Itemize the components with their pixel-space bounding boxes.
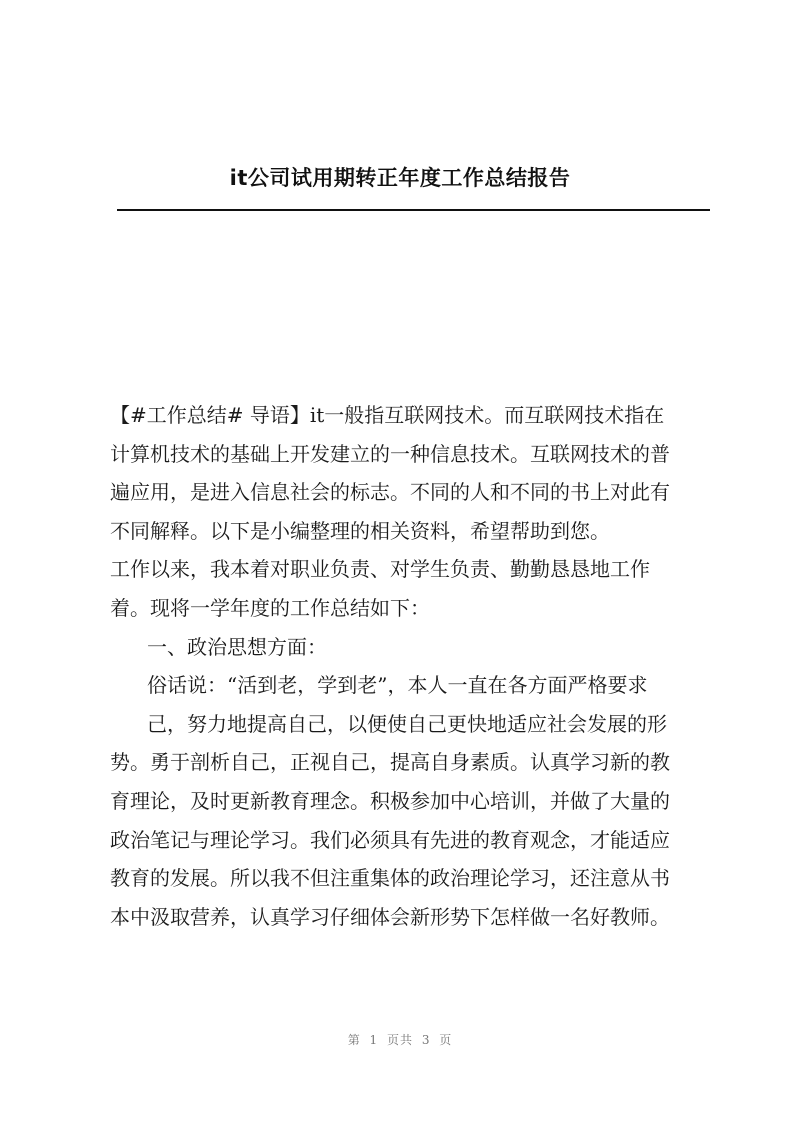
body-line-8: 俗话说：“活到老，学到老”，本人一直在各方面严格要求 [147,673,648,698]
body-line-6: 着。现将一学年度的工作总结如下： [110,595,430,620]
body-line-10: 势。勇于剖析自己，正视自己，提高自身素质。认真学习新的教 [110,750,670,775]
body-line-9: 己，努力地提高自己，以便使自己更快地适应社会发展的形 [147,711,667,736]
body-line-2: 计算机技术的基础上开发建立的一种信息技术。互联网技术的普 [110,441,670,466]
body-line-3: 遍应用，是进入信息社会的标志。不同的人和不同的书上对此有 [110,480,670,505]
body-line-11: 育理论，及时更新教育理念。积极参加中心培训，并做了大量的 [110,788,670,813]
title-underline [117,209,710,211]
document-body [110,396,710,936]
body-line-1: 【#工作总结# 导语】it一般指互联网技术。而互联网技术指在 [110,403,665,427]
body-line-12: 政治笔记与理论学习。我们必须具有先进的教育观念，才能适应 [110,827,670,852]
body-line-4: 不同解释。以下是小编整理的相关资料，希望帮助到您。 [110,518,610,543]
body-line-5: 工作以来，我本着对职业负责、对学生负责、勤勤恳恳地工作 [110,557,650,582]
section-heading-political: 一、政治思想方面： [147,634,327,659]
body-line-14: 本中汲取营养，认真学习仔细体会新形势下怎样做一名好教师。 [110,904,670,929]
document-title: it公司试用期转正年度工作总结报告 [229,166,571,190]
page-number-footer: 第 1 页共 3 页 [347,1033,453,1047]
body-line-13: 教育的发展。所以我不但注重集体的政治理论学习，还注意从书 [110,866,670,891]
